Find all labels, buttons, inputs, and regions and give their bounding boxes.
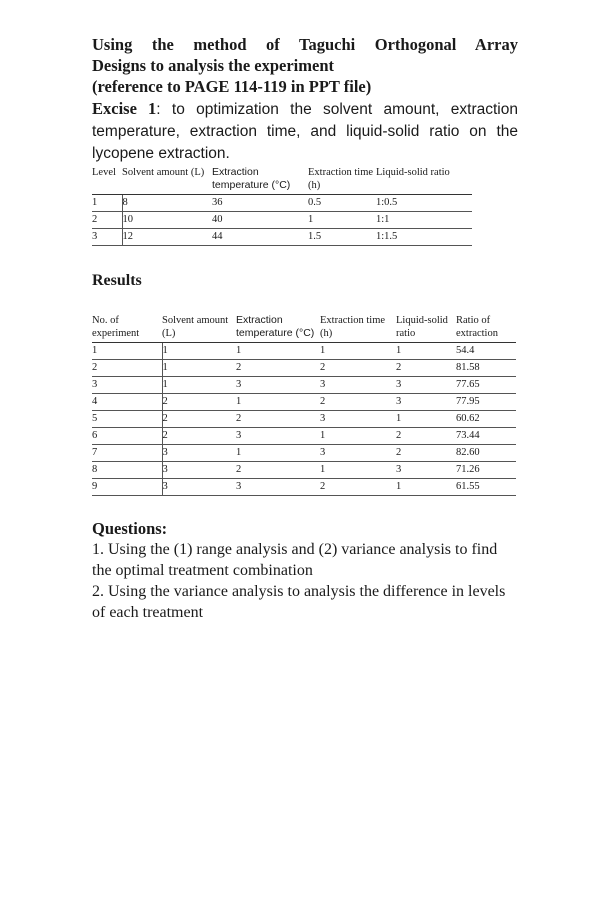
cell-level: 2 xyxy=(92,212,122,229)
header-level: Level xyxy=(92,166,122,195)
table-row xyxy=(92,212,472,229)
cell-no: 3 xyxy=(92,377,162,394)
cell-ratio: 1 xyxy=(396,411,456,428)
exercise-description xyxy=(92,98,518,164)
cell-time: 0.5 xyxy=(308,195,376,212)
cell-solvent: 3 xyxy=(162,462,236,479)
cell-time: 1 xyxy=(320,462,396,479)
question-1: 1. Using the (1) range analysis and (2) variance analysis to find the optimal treatment combination xyxy=(92,541,498,579)
title-line-2: Designs to analysis the experiment xyxy=(92,56,334,75)
cell-temperature: 3 xyxy=(236,377,320,394)
header-extraction-time: Extraction time (h) xyxy=(320,314,396,343)
cell-extraction: 81.58 xyxy=(456,360,516,377)
table-row xyxy=(92,411,516,428)
cell-time: 2 xyxy=(320,360,396,377)
table-row xyxy=(92,377,516,394)
cell-solvent: 2 xyxy=(162,394,236,411)
cell-ratio: 1 xyxy=(396,343,456,360)
cell-temperature: 2 xyxy=(236,360,320,377)
cell-solvent: 12 xyxy=(122,229,212,246)
cell-no: 5 xyxy=(92,411,162,428)
cell-ratio: 2 xyxy=(396,445,456,462)
cell-ratio: 1:1.5 xyxy=(376,229,472,246)
header-solvent-amount: Solvent amount (L) xyxy=(162,314,236,343)
table-row xyxy=(92,343,516,360)
document-title xyxy=(92,34,518,97)
cell-temperature: 3 xyxy=(236,479,320,496)
cell-extraction: 60.62 xyxy=(456,411,516,428)
cell-solvent: 2 xyxy=(162,411,236,428)
table-row xyxy=(92,394,516,411)
header-liquid-solid-ratio: Liquid-solid ratio xyxy=(396,314,456,343)
cell-time: 1 xyxy=(320,428,396,445)
header-extraction-temperature: Extraction temperature (°C) xyxy=(212,166,308,195)
cell-temperature: 3 xyxy=(236,428,320,445)
cell-solvent: 10 xyxy=(122,212,212,229)
table-row xyxy=(92,229,472,246)
cell-no: 8 xyxy=(92,462,162,479)
cell-solvent: 8 xyxy=(122,195,212,212)
header-liquid-solid-ratio: Liquid-solid ratio xyxy=(376,166,472,195)
cell-ratio: 2 xyxy=(396,428,456,445)
header-extraction-time: Extraction time (h) xyxy=(308,166,376,195)
table-row xyxy=(92,428,516,445)
cell-temperature: 40 xyxy=(212,212,308,229)
cell-temperature: 2 xyxy=(236,411,320,428)
title-line-3: (reference to PAGE 114-119 in PPT file) xyxy=(92,77,372,96)
header-solvent-amount: Solvent amount (L) xyxy=(122,166,212,195)
cell-level: 3 xyxy=(92,229,122,246)
cell-extraction: 73.44 xyxy=(456,428,516,445)
table-row xyxy=(92,462,516,479)
cell-ratio: 3 xyxy=(396,394,456,411)
exercise-label: Excise 1 xyxy=(92,99,157,118)
questions-section xyxy=(92,518,518,623)
cell-temperature: 1 xyxy=(236,343,320,360)
cell-solvent: 3 xyxy=(162,479,236,496)
header-extraction-temperature: Extraction temperature (°C) xyxy=(236,314,320,343)
title-line-1: Using the method of Taguchi Orthogonal Array xyxy=(92,35,518,54)
results-table xyxy=(92,314,516,496)
cell-temperature: 1 xyxy=(236,394,320,411)
cell-level: 1 xyxy=(92,195,122,212)
cell-extraction: 54.4 xyxy=(456,343,516,360)
cell-ratio: 2 xyxy=(396,360,456,377)
table-row xyxy=(92,195,472,212)
header-ratio-of-extraction: Ratio of extraction xyxy=(456,314,516,343)
cell-time: 3 xyxy=(320,377,396,394)
table-row xyxy=(92,445,516,462)
cell-no: 2 xyxy=(92,360,162,377)
cell-solvent: 1 xyxy=(162,343,236,360)
cell-solvent: 2 xyxy=(162,428,236,445)
cell-extraction: 77.65 xyxy=(456,377,516,394)
cell-ratio: 3 xyxy=(396,377,456,394)
cell-no: 1 xyxy=(92,343,162,360)
levels-table xyxy=(92,166,472,246)
cell-temperature: 2 xyxy=(236,462,320,479)
cell-no: 7 xyxy=(92,445,162,462)
table-row xyxy=(92,479,516,496)
cell-time: 3 xyxy=(320,411,396,428)
cell-time: 2 xyxy=(320,394,396,411)
cell-solvent: 3 xyxy=(162,445,236,462)
cell-ratio: 3 xyxy=(396,462,456,479)
cell-extraction: 82.60 xyxy=(456,445,516,462)
cell-solvent: 1 xyxy=(162,377,236,394)
cell-temperature: 44 xyxy=(212,229,308,246)
cell-temperature: 1 xyxy=(236,445,320,462)
cell-no: 4 xyxy=(92,394,162,411)
cell-extraction: 71.26 xyxy=(456,462,516,479)
cell-ratio: 1:0.5 xyxy=(376,195,472,212)
results-table-header xyxy=(92,314,516,343)
results-heading: Results xyxy=(92,272,142,289)
cell-time: 3 xyxy=(320,445,396,462)
cell-ratio: 1:1 xyxy=(376,212,472,229)
cell-time: 2 xyxy=(320,479,396,496)
questions-heading: Questions: xyxy=(92,519,168,538)
cell-solvent: 1 xyxy=(162,360,236,377)
cell-time: 1 xyxy=(308,212,376,229)
cell-no: 6 xyxy=(92,428,162,445)
cell-time: 1.5 xyxy=(308,229,376,246)
exercise-text: : to optimization the solvent amount, extraction temperature, extraction time, and liquid-solid ratio on the lycopene extraction. xyxy=(92,101,518,162)
question-2: 2. Using the variance analysis to analysis the difference in levels of each treatment xyxy=(92,583,506,621)
cell-extraction: 61.55 xyxy=(456,479,516,496)
document-page xyxy=(92,34,518,623)
cell-no: 9 xyxy=(92,479,162,496)
levels-table-header xyxy=(92,166,472,195)
cell-extraction: 77.95 xyxy=(456,394,516,411)
header-experiment-no: No. of experiment xyxy=(92,314,162,343)
table-row xyxy=(92,360,516,377)
cell-temperature: 36 xyxy=(212,195,308,212)
cell-ratio: 1 xyxy=(396,479,456,496)
cell-time: 1 xyxy=(320,343,396,360)
